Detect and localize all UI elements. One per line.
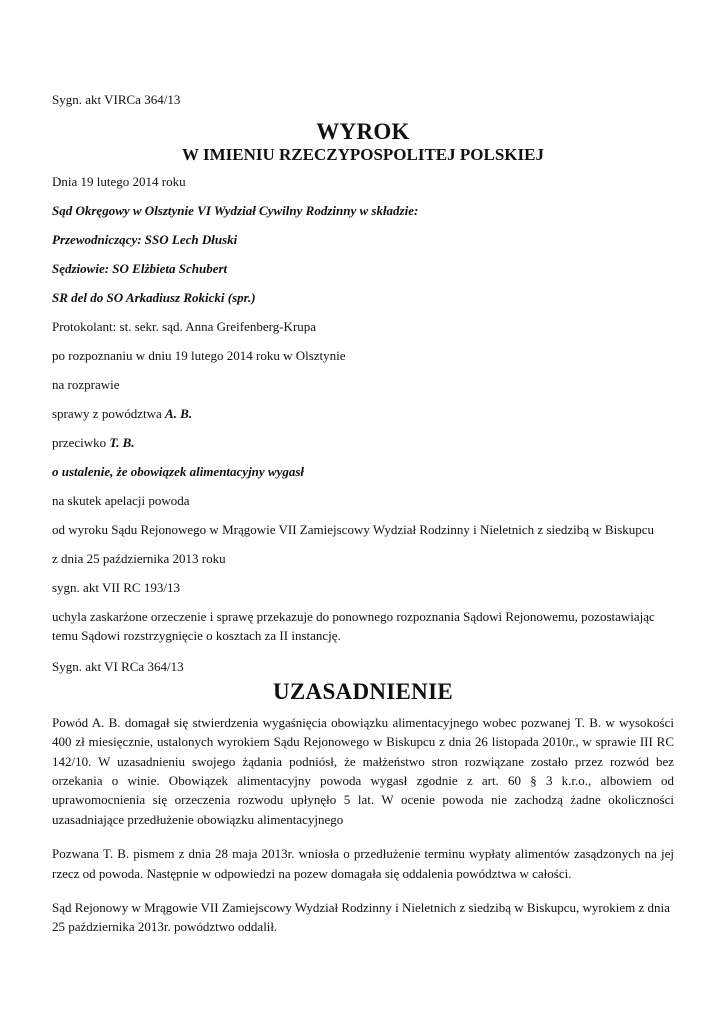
case-prefix: sprawy z powództwa (52, 406, 165, 421)
judges: Sędziowie: SO Elżbieta Schubert (52, 261, 228, 276)
lower-judgment-date: z dnia 25 października 2013 roku (52, 551, 226, 566)
court-composition: Sąd Okręgowy w Olsztynie VI Wydział Cywilny Rodzinny w składzie: (52, 203, 419, 218)
on-trial: na rozprawie (52, 377, 120, 392)
defendant-name: T. B. (109, 435, 135, 450)
judgment-subtitle: W IMIENIU RZECZYPOSPOLITEJ POLSKIEJ (182, 145, 544, 164)
appeal-note: na skutek apelacji powoda (52, 493, 190, 508)
judgment-title: WYROK (316, 119, 410, 144)
case-subject: o ustalenie, że obowiązek alimentacyjny wygasł (52, 464, 305, 479)
court-clerk: Protokolant: st. sekr. sąd. Anna Greifenberg-Krupa (52, 319, 317, 334)
case-plaintiff (52, 406, 674, 422)
judge-2: SR del do SO Arkadiusz Rokicki (spr.) (52, 290, 256, 305)
case-signature-justification: Sygn. akt VI RCa 364/13 (52, 658, 184, 674)
from-judgment: od wyroku Sądu Rejonowego w Mrągowie VII Zamiejscowy Wydział Rodzinny i Nieletnich z siedzibą w Biskupcu (52, 522, 655, 537)
document-page (52, 92, 674, 937)
justification-heading: UZASADNIENIE (273, 678, 453, 704)
against-prefix: przeciwko (52, 435, 110, 450)
lower-case-number: sygn. akt VII RC 193/13 (52, 580, 180, 595)
justification-paragraph: Powód A. B. domagał się stwierdzenia wygaśnięcia obowiązku alimentacyjnego wobec pozwanej T. B. w wysokości 400 zł miesięcznie, ustalonych wyrokiem Sądu Rejonowego w Biskupcu z dnia 26 listopada 2010r., w sprawie III RC 142/10. W uzasadnieniu swojego żądania podniósł, że małżeństwo stron rozwiązane zostało przez rozwód bez orzekania o winie. Obowiązek alimentacyjny powoda wygasł zgodnie z art. 60 § 3 k.r.o., albowiem od uprawomocnienia się orzeczenia rozwodu upłynęło 5 lat. W ocenie powoda nie zachodzą żadne okoliczności uzasadniające przedłużenie obowiązku alimentacyjnego (52, 714, 674, 827)
hearing-date: po rozpoznaniu w dniu 19 lutego 2014 roku w Olsztynie (52, 348, 346, 363)
justification-paragraph: Sąd Rejonowy w Mrągowie VII Zamiejscowy Wydział Rodzinny i Nieletnich z siedzibą w Biskupcu, wyrokiem z dnia 25 października 2013r. powództwo oddalił. (52, 900, 670, 935)
judgment-date: Dnia 19 lutego 2014 roku (52, 174, 186, 189)
presiding-judge: Przewodniczący: SSO Lech Dłuski (52, 232, 238, 247)
case-signature-top: Sygn. akt VIRCa 364/13 (52, 92, 181, 107)
plaintiff-name: A. B. (165, 406, 193, 421)
ruling-text: uchyla zaskarżone orzeczenie i sprawę przekazuje do ponownego rozpoznania Sądowi Rejonowemu, pozostawiając temu Sądowi rozstrzygnięcie o kosztach za II instancję. (52, 609, 655, 644)
justification-paragraph: Pozwana T. B. pismem z dnia 28 maja 2013r. wniosła o przedłużenie terminu wypłaty alimentów zasądzonych na jej rzecz od powoda. Następnie w odpowiedzi na pozew domagała się oddalenia powództwa w całości. (52, 846, 674, 881)
case-defendant (52, 435, 674, 451)
